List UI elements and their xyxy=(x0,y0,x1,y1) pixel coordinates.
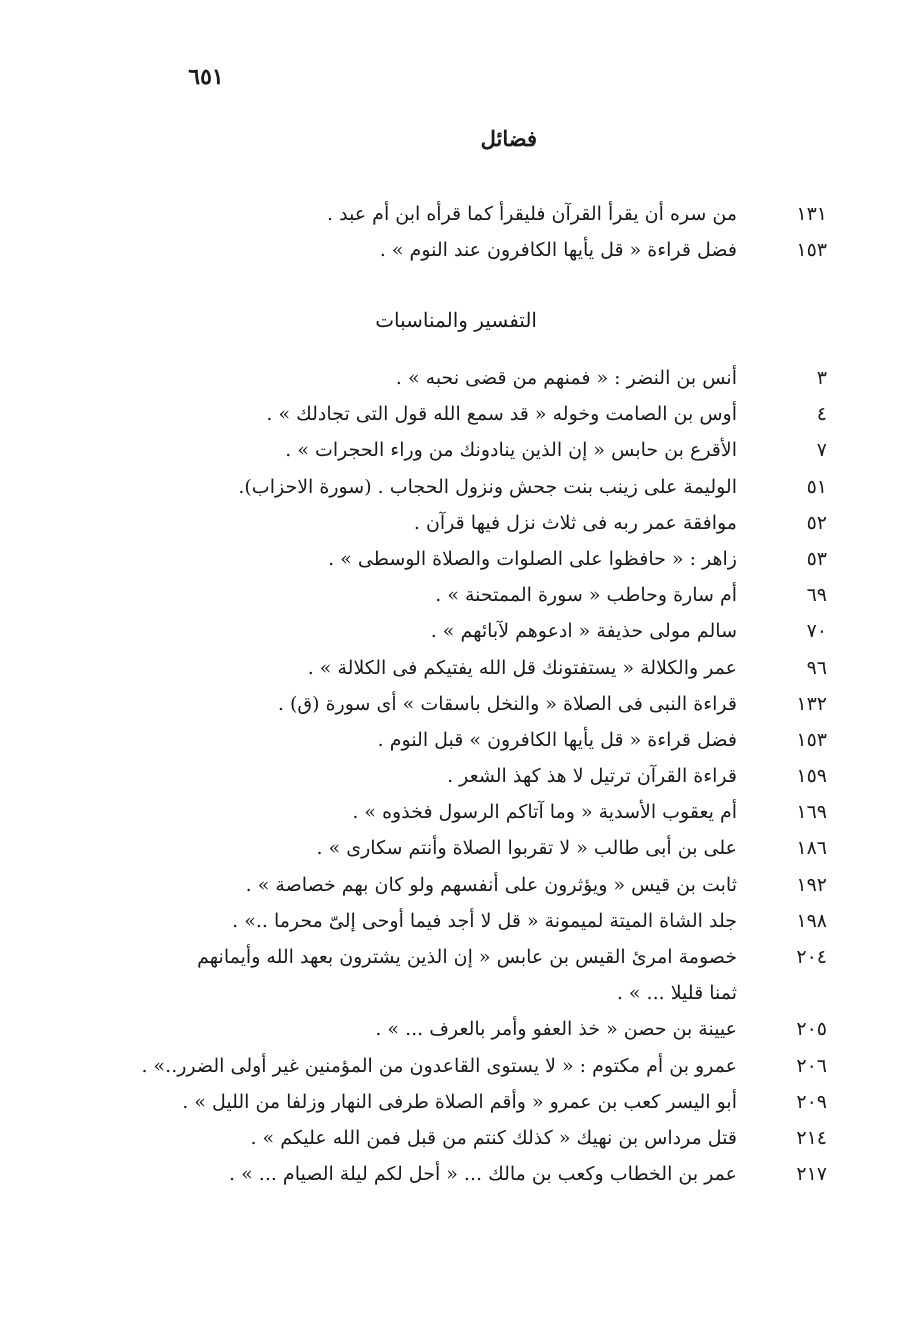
section-title-virtues: فضائل xyxy=(480,126,537,151)
section-title-tafsir: التفسير والمناسبات xyxy=(375,308,537,332)
list-item xyxy=(0,1120,917,1156)
entry-number: ٢٠٥ xyxy=(796,1018,827,1041)
list-item xyxy=(0,758,917,794)
entry-text: عمر والكلالة « يستفتونك قل الله يفتيكم فى الكلالة » . xyxy=(307,656,737,679)
entry-text: قتل مرداس بن نهيك « كذلك كنتم من قبل فمن الله عليكم » . xyxy=(250,1126,737,1149)
list-item xyxy=(0,1048,917,1084)
entry-text: أبو اليسر كعب بن عمرو « وأقم الصلاة طرفى النهار وزلفا من الليل » . xyxy=(182,1090,737,1113)
entry-text: عمرو بن أم مكتوم : « لا يستوى القاعدون من المؤمنين غير أولى الضرر..» . xyxy=(141,1054,737,1077)
entry-number: ١٥٩ xyxy=(796,765,827,788)
list-item xyxy=(0,1011,917,1047)
list-item xyxy=(0,232,917,268)
list-item xyxy=(0,830,917,866)
entry-number: ٣ xyxy=(816,367,827,389)
list-item xyxy=(0,722,917,758)
entry-number: ٧٠ xyxy=(806,620,827,643)
entry-number: ١٥٣ xyxy=(796,728,827,751)
entry-number: ٢١٤ xyxy=(796,1126,827,1149)
entry-text: أم سارة وحاطب « سورة الممتحنة » . xyxy=(435,584,737,607)
entry-number: ٧ xyxy=(816,439,827,462)
entry-number: ٢٠٦ xyxy=(796,1054,827,1077)
entry-number: ٤ xyxy=(816,403,827,426)
entry-number: ٥١ xyxy=(806,475,827,498)
list-item xyxy=(0,196,917,232)
entry-text: عمر بن الخطاب وكعب بن مالك ... « أحل لكم ليلة الصيام ... » . xyxy=(229,1163,737,1186)
list-item xyxy=(0,541,917,577)
entry-text: ثابت بن قيس « ويؤثرون على أنفسهم ولو كان بهم خصاصة » . xyxy=(245,873,737,896)
list-item xyxy=(0,903,917,939)
page-number: ٦٥١ xyxy=(188,64,224,90)
entry-text: على بن أبى طالب « لا تقربوا الصلاة وأنتم سكارى » . xyxy=(316,837,737,860)
list-item xyxy=(0,469,917,505)
entry-text: موافقة عمر ربه فى ثلاث نزل فيها قرآن . xyxy=(413,511,737,534)
entry-number: ١٥٣ xyxy=(796,239,827,262)
entry-number: ١٩٨ xyxy=(796,909,827,932)
entry-number: ١٣١ xyxy=(796,203,827,225)
list-item xyxy=(0,1156,917,1192)
entry-number: ٩٦ xyxy=(806,656,827,679)
entry-text: خصومة امرئ القيس بن عابس « إن الذين يشترون بعهد الله وأيمانهم ثمنا قليلا ... » . xyxy=(197,946,737,1005)
entry-text: سالم مولى حذيفة « ادعوهم لآبائهم » . xyxy=(430,620,737,643)
list-item xyxy=(0,939,917,1011)
entry-text: من سره أن يقرأ القرآن فليقرأ كما قرأه ابن أم عبد . xyxy=(327,203,737,225)
entry-number: ١٨٦ xyxy=(796,837,827,860)
list-item xyxy=(0,867,917,903)
entry-number: ١٣٢ xyxy=(796,692,827,715)
list-item xyxy=(0,686,917,722)
list-item xyxy=(0,396,917,432)
entry-text: أوس بن الصامت وخوله « قد سمع الله قول التى تجادلك » . xyxy=(266,403,737,426)
list-item xyxy=(0,613,917,649)
list-item xyxy=(0,650,917,686)
list-item xyxy=(0,360,917,396)
entry-text: الأقرع بن حابس « إن الذين ينادونك من وراء الحجرات » . xyxy=(285,439,737,462)
tafsir-list xyxy=(0,360,917,1192)
entry-number: ٦٩ xyxy=(806,584,827,607)
entry-number: ١٦٩ xyxy=(796,801,827,824)
entry-number: ٢١٧ xyxy=(796,1163,827,1186)
virtues-list xyxy=(0,196,917,268)
entry-number: ٥٢ xyxy=(806,511,827,534)
entry-number: ٥٣ xyxy=(806,547,827,570)
list-item xyxy=(0,577,917,613)
entry-number: ٢٠٤ xyxy=(796,946,827,968)
entry-text: أم يعقوب الأسدية « وما آتاكم الرسول فخذوه » . xyxy=(352,801,737,824)
list-item xyxy=(0,794,917,830)
entry-number: ٢٠٩ xyxy=(796,1090,827,1113)
entry-text: عيينة بن حصن « خذ العفو وأمر بالعرف ... » . xyxy=(375,1018,737,1041)
entry-text: فضل قراءة « قل يأيها الكافرون عند النوم » . xyxy=(379,239,737,262)
list-item xyxy=(0,505,917,541)
list-item xyxy=(0,432,917,468)
entry-number: ١٩٢ xyxy=(796,873,827,896)
entry-text: قراءة النبى فى الصلاة « والنخل باسقات » أى سورة (ق) . xyxy=(277,692,737,715)
entry-text: زاهر : « حافظوا على الصلوات والصلاة الوسطى » . xyxy=(328,547,737,570)
entry-text: الوليمة على زينب بنت جحش ونزول الحجاب . (سورة الاحزاب). xyxy=(238,475,737,498)
entry-text: جلد الشاة الميتة لميمونة « قل لا أجد فيما أوحى إلىّ محرما ..» . xyxy=(232,909,737,932)
entry-text: فضل قراءة « قل يأيها الكافرون » قبل النوم . xyxy=(377,728,737,751)
list-item xyxy=(0,1084,917,1120)
entry-text: قراءة القرآن ترتيل لا هذ كهذ الشعر . xyxy=(447,765,737,788)
entry-text: أنس بن النضر : « فمنهم من قضى نحبه » . xyxy=(395,367,737,389)
